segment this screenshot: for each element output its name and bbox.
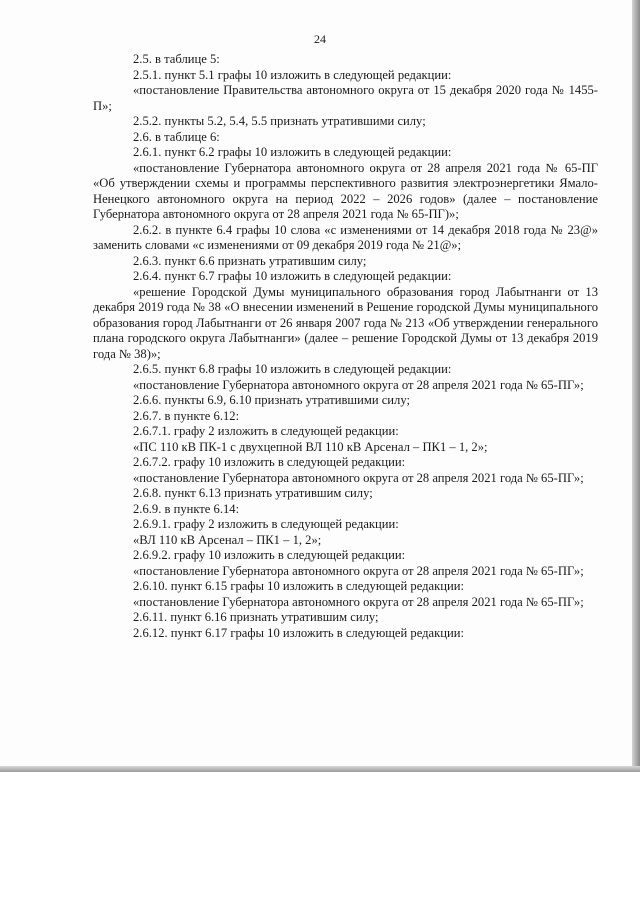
paragraph-2-6-1: 2.6.1. пункт 6.2 графы 10 изложить в следующей редакции:	[133, 145, 452, 159]
paragraph-2-6-9-1: 2.6.9.1. графу 2 изложить в следующей редакции:	[133, 517, 399, 531]
paragraph-2-6-10: 2.6.10. пункт 6.15 графы 10 изложить в следующей редакции:	[133, 579, 464, 593]
paragraph-quote: «ВЛ 110 кВ Арсенал – ПК1 – 1, 2»;	[133, 532, 322, 547]
paragraph-2-5-2: 2.5.2. пункты 5.2, 5.4, 5.5 признать утратившими силу;	[133, 114, 426, 128]
paragraph-2-6-7-2: 2.6.7.2. графу 10 изложить в следующей редакции:	[133, 455, 406, 469]
paragraph-2-6-3: 2.6.3. пункт 6.6 признать утратившим силу;	[133, 253, 367, 268]
paragraph-2-6-4: 2.6.4. пункт 6.7 графы 10 изложить в следующей редакции:	[133, 269, 452, 283]
paragraph-quote: «постановление Губернатора автономного округа от 28 апреля 2021 года № 65-ПГ»;	[133, 377, 584, 392]
paragraph-quote: «постановление Губернатора автономного округа от 28 апреля 2021 года № 65-ПГ «Об утверждении схемы и программы перспективного развития электроэнергетики Ямало-Ненецкого автономного округа на период 2022 – 2026 годов» (далее – постановление Губернатора автономного округа от 28 апреля 2021 года № 65-ПГ)»;	[93, 160, 598, 221]
paragraph-2-6-2: 2.6.2. в пункте 6.4 графы 10 слова «с изменениями от 14 декабря 2018 года № 23@» заменить словами «с изменениями от 09 декабря 2019 года № 21@»;	[93, 222, 598, 252]
paragraph-2-6-7: 2.6.7. в пункте 6.12:	[133, 408, 240, 423]
paragraph-quote: «постановление Губернатора автономного округа от 28 апреля 2021 года № 65-ПГ»;	[133, 594, 584, 609]
paragraph-2-5: 2.5. в таблице 5:	[133, 52, 220, 66]
paragraph-2-6: 2.6. в таблице 6:	[133, 129, 220, 144]
page-number: 24	[314, 32, 326, 46]
paragraph-quote: «ПС 110 кВ ПК-1 с двухцепной ВЛ 110 кВ Арсенал – ПК1 – 1, 2»;	[133, 439, 488, 454]
paragraph-2-6-5: 2.6.5. пункт 6.8 графы 10 изложить в следующей редакции:	[133, 362, 452, 376]
paragraph-quote: «постановление Губернатора автономного округа от 28 апреля 2021 года № 65-ПГ»;	[133, 470, 584, 485]
paragraph-2-6-8: 2.6.8. пункт 6.13 признать утратившим силу;	[133, 486, 373, 500]
paragraph-quote: «решение Городской Думы муниципального образования город Лабытнанги от 13 декабря 2019 года № 38 «О внесении изменений в Решение городской Думы муниципального образования город Лабытнанги от 26 января 2007 года № 213 «Об утверждении генерального плана городского округа Лабытнанги» (далее – решение Городской Думы от 13 декабря 2019 года № 38)»;	[93, 284, 598, 361]
paragraph-2-6-9: 2.6.9. в пункте 6.14:	[133, 501, 240, 516]
document-body	[93, 52, 598, 641]
paragraph-2-5-1: 2.5.1. пункт 5.1 графы 10 изложить в следующей редакции:	[133, 67, 452, 82]
paragraph-2-6-11: 2.6.11. пункт 6.16 признать утратившим силу;	[133, 610, 379, 624]
page-edge-shadow-bottom	[0, 766, 640, 772]
paragraph-2-6-12: 2.6.12. пункт 6.17 графы 10 изложить в следующей редакции:	[133, 625, 464, 640]
paragraph-2-6-9-2: 2.6.9.2. графу 10 изложить в следующей редакции:	[133, 548, 406, 562]
paragraph-2-6-6: 2.6.6. пункты 6.9, 6.10 признать утратившими силу;	[133, 393, 410, 407]
paragraph-quote: «постановление Губернатора автономного округа от 28 апреля 2021 года № 65-ПГ»;	[133, 563, 584, 578]
paragraph-quote: «постановление Правительства автономного округа от 15 декабря 2020 года № 1455-П»;	[93, 83, 598, 113]
paragraph-2-6-7-1: 2.6.7.1. графу 2 изложить в следующей редакции:	[133, 424, 399, 438]
page-edge-shadow-right	[632, 0, 640, 770]
